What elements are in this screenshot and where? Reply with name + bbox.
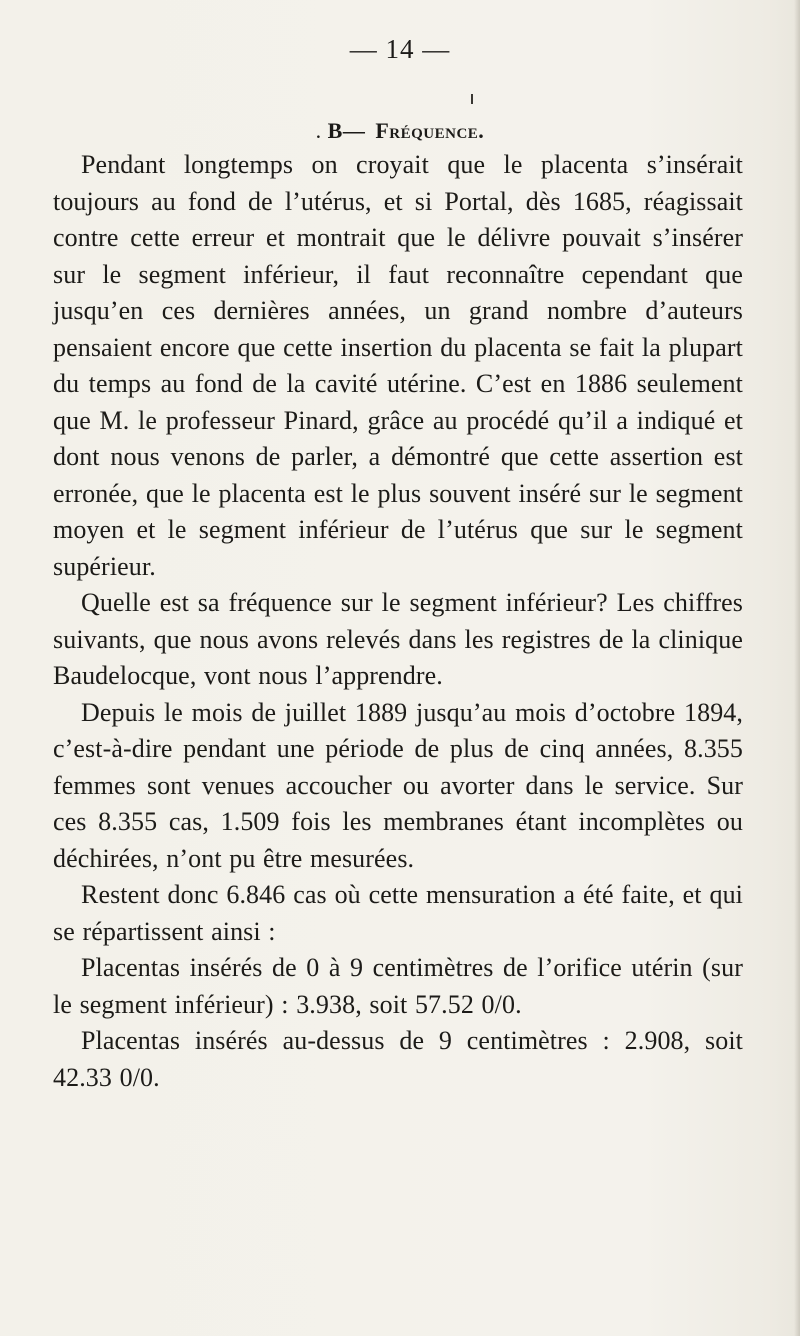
paragraph-upper-segment: Placentas insérés au-dessus de 9 centimètres : 2.908, soit 42.33 0/0. <box>53 1026 743 1092</box>
section-heading <box>0 118 800 144</box>
section-bullet: . <box>315 118 322 143</box>
paragraph-remaining-cases: Restent donc 6.846 cas où cette mensuration a été faite, et qui se répartissent ainsi : <box>53 880 743 946</box>
print-speck <box>471 94 473 104</box>
paragraph-question: Quelle est sa fréquence sur le segment inférieur? Les chiffres suivants, que nous avons relevés dans les registres de la clinique Baudelocque, vont nous l’apprendre. <box>53 588 743 690</box>
section-letter: B— <box>327 118 366 143</box>
page-edge-shadow <box>794 0 800 1336</box>
body-text <box>53 147 743 1096</box>
paragraph-statistics: Depuis le mois de juillet 1889 jusqu’au mois d’octobre 1894, c’est-à-dire pendant une période de plus de cinq années, 8.355 femmes sont venues accoucher ou avorter dans le service. Sur ces 8.355 cas, 1.509 fois les membranes étant incomplètes ou déchirées, n’ont pu être mesurées. <box>53 697 743 873</box>
paragraph-intro: Pendant longtemps on croyait que le placenta s’insérait toujours au fond de l’utérus, et si Portal, dès 1685, réagissait contre cette erreur et montrait que le délivre pouvait s’insérer sur le segment inférieur, il faut reconnaître cependant que jusqu’en ces dernières années, un grand nombre d’auteurs pensaient encore que cette insertion du placenta se fait la plupart du temps au fond de la cavité utérine. C’est en 1886 seulement que M. le professeur Pinard, grâce au procédé qu’il a indiqué et dont nous venons de parler, a démontré que cette assertion est erronée, que le placenta est le plus souvent inséré sur le segment moyen et le segment inférieur de l’utérus que sur le segment supérieur. <box>53 150 743 581</box>
section-title: Fréquence. <box>375 118 485 143</box>
page-number: — 14 — <box>349 34 451 64</box>
paragraph-lower-segment: Placentas insérés de 0 à 9 centimètres de l’orifice utérin (sur le segment inférieur) : 3.938, soit 57.52 0/0. <box>53 953 743 1019</box>
